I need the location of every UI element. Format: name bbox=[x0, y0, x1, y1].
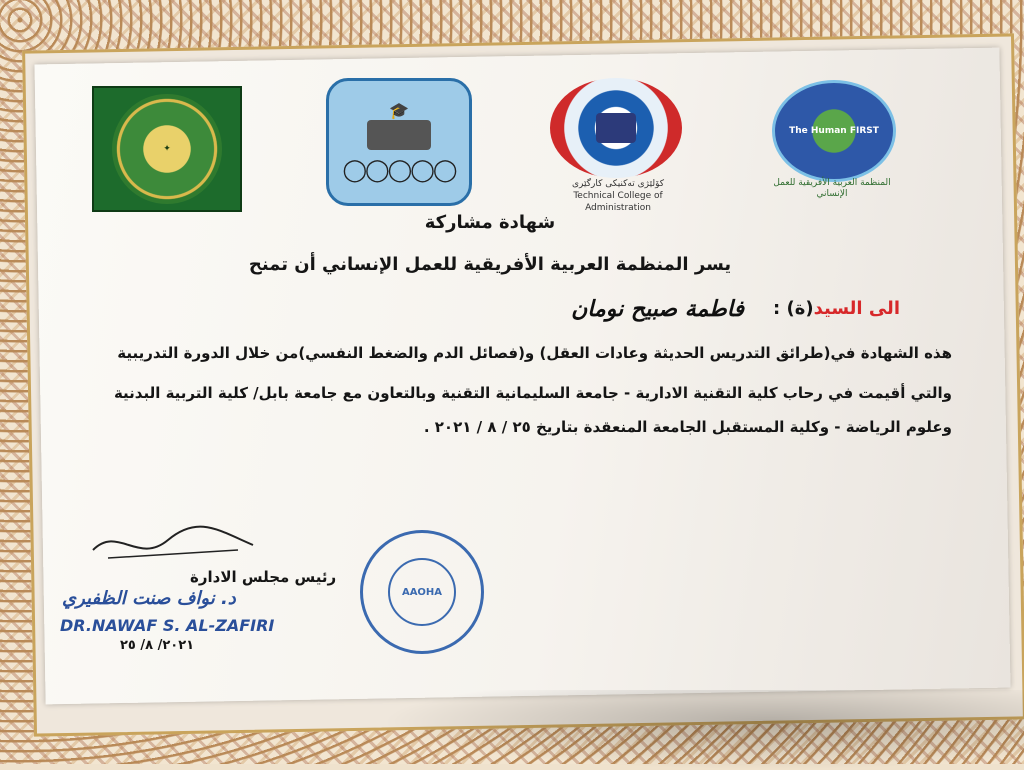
graduation-cap-icon: 🎓 bbox=[389, 101, 409, 120]
to-label-paren: (ة) bbox=[786, 298, 814, 319]
university-seal-logo bbox=[92, 86, 242, 212]
body-line-1: هذه الشهادة في(طرائق التدريس الحديثة وعادات العقل) و(فصائل الدم والضغط النفسي)من خلال الدورة التدريبية bbox=[117, 344, 952, 362]
caption-kurdish: کۆلێژی تەکنیکی کارگێری bbox=[571, 179, 665, 189]
signature-date: ٢٠٢١/ ٨/ ٢٥ bbox=[120, 638, 195, 653]
to-label-colon: : bbox=[773, 298, 781, 319]
book-icon bbox=[367, 120, 431, 150]
technical-college-logo bbox=[550, 78, 682, 178]
human-first-logo bbox=[772, 80, 896, 182]
logo4-ring-text: The Human FIRST bbox=[789, 126, 879, 136]
to-label-text: الى السيد bbox=[813, 298, 900, 319]
recipient-label bbox=[773, 298, 900, 319]
signature-scribble bbox=[88, 520, 258, 570]
caption-english: Technical College of Administration bbox=[573, 191, 663, 213]
signatory-role: رئيس مجلس الادارة bbox=[190, 568, 337, 586]
technical-college-caption bbox=[548, 178, 688, 214]
body-line-3: وعلوم الرياضة - وكلية المستقبل الجامعة المنعقدة بتاريخ ٢٥ / ٨ / ٢٠٢١ . bbox=[423, 418, 952, 436]
certificate-title: شهادة مشاركة bbox=[424, 212, 556, 233]
certificate-subtitle: يسر المنظمة العربية الأفريقية للعمل الإنساني أن تمنح bbox=[248, 254, 732, 275]
stamp-center: AAOHA bbox=[388, 558, 456, 626]
olympic-rings-icon: ◯◯◯◯◯ bbox=[342, 158, 456, 183]
signatory-arabic-name: د. نواف صنت الظفيري bbox=[62, 588, 236, 609]
sports-faculty-logo bbox=[326, 78, 472, 206]
recipient-name: فاطمة صبيح نومان bbox=[571, 296, 744, 322]
shadow bbox=[380, 690, 1024, 770]
seal-circle-icon: ✦ bbox=[112, 94, 222, 204]
book-emblem-icon bbox=[596, 113, 636, 143]
body-line-2: والتي أقيمت في رحاب كلية التقنية الادارية - جامعة السليمانية التقنية وبالتعاون مع جامعة بابل/ كلية التربية البدنية bbox=[113, 384, 952, 402]
organization-stamp bbox=[360, 530, 484, 654]
organization-caption: المنظمة العربية الأفريقية للعمل الإنساني bbox=[773, 178, 891, 199]
signatory-latin-name: DR.NAWAF S. AL-ZAFIRI bbox=[60, 616, 275, 635]
